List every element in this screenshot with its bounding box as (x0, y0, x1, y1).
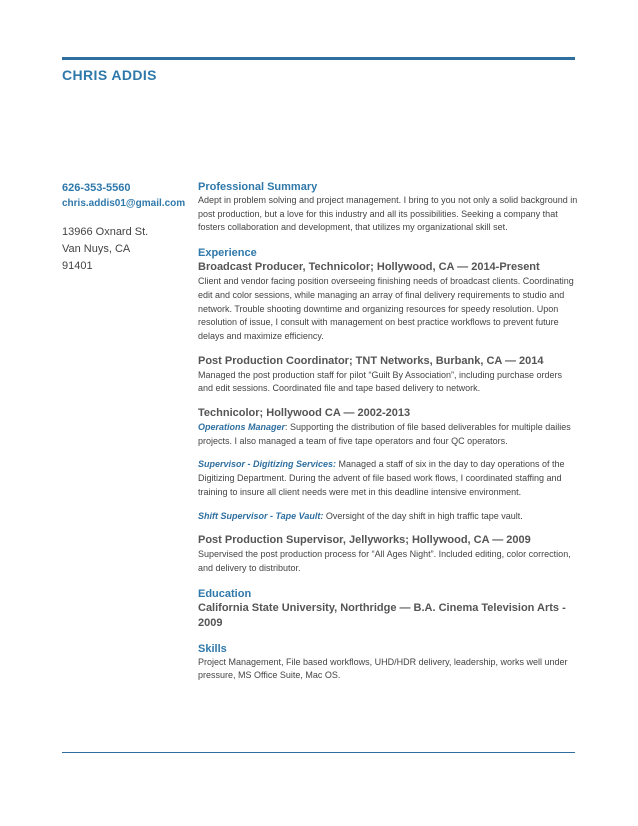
skills-text: Project Management, File based workflows, UHD/HDR delivery, leadership, works well under pressure, MS Office Suite, Mac OS. (198, 656, 568, 681)
experience-heading: Experience (198, 247, 257, 260)
resume-main (198, 180, 578, 683)
phone-number: 626-353-5560 (62, 182, 131, 194)
role-title: Supervisor - Digitizing Services: (198, 459, 337, 470)
role-entry (198, 458, 578, 499)
job-description: Client and vendor facing position overseeing finishing needs of broadcast clients. Coordinating edit and color sessions, while managing an array of final delivery requirements to studio and network. Trouble shooting downtime and organizing resources for speedy resolution. Upon resolution of issue, I consult with management on best practice workflows to prevent future delays and maximize efficiency. (198, 276, 574, 341)
job-title: Broadcast Producer, Technicolor; Hollywood, CA — 2014-Present (198, 261, 540, 274)
email-address: chris.addis01@gmail.com (62, 198, 186, 209)
job-description: Supervised the post production process for “All Ages Night”. Included editing, color correction, and delivery to distributor. (198, 549, 571, 573)
contact-column (62, 181, 192, 275)
job-title: Technicolor; Hollywood CA — 2002-2013 (198, 407, 411, 420)
summary-heading: Professional Summary (198, 181, 318, 193)
job-title: Post Production Supervisor, Jellyworks; Hollywood, CA — 2009 (198, 534, 531, 547)
education-heading: Education (198, 587, 252, 600)
header-rule (62, 57, 575, 60)
skills-heading: Skills (198, 642, 227, 655)
education-degree: California State University, Northridge — B.A. Cinema Television Arts - 2009 (198, 601, 566, 629)
address-street: 13966 Oxnard St. (62, 226, 149, 238)
job-description: Managed the post production staff for pilot “Guilt By Association”, including purchase orders and edit sessions. Coordinated file and tape based delivery to network. (198, 369, 563, 394)
role-description: Oversight of the day shift in high traffic tape vault. (323, 510, 523, 521)
summary-text: Adept in problem solving and project management. I bring to you not only a solid background in post production, but a love for this industry and all its possibilities. Seeking a company that fosters collaboration and development, that utilizes my organizational skill set. (198, 195, 578, 233)
role-description: Managed a staff of six in the day to day operations of the Digitizing Department. During the advent of file based work flows, I coordinated staffing and training to insure all client needs were met in this deadline intensive environment. (198, 459, 565, 497)
address-zip: 91401 (62, 260, 93, 272)
candidate-name: CHRIS ADDIS (62, 67, 157, 83)
footer-rule (62, 752, 575, 753)
role-title: Operations Manager (198, 422, 286, 433)
role-entry (198, 421, 578, 448)
address-city: Van Nuys, CA (62, 243, 131, 255)
postal-address (62, 224, 192, 275)
role-description: Supporting the distribution of file based deliverables for multiple dailies projects. I also managed a team of five tape operators and four QC operators. (198, 422, 571, 446)
role-entry (198, 510, 578, 524)
role-title: Shift Supervisor - Tape Vault: (198, 510, 324, 521)
job-title: Post Production Coordinator; TNT Networks, Burbank, CA — 2014 (198, 354, 544, 367)
role-colon: : (285, 422, 288, 433)
